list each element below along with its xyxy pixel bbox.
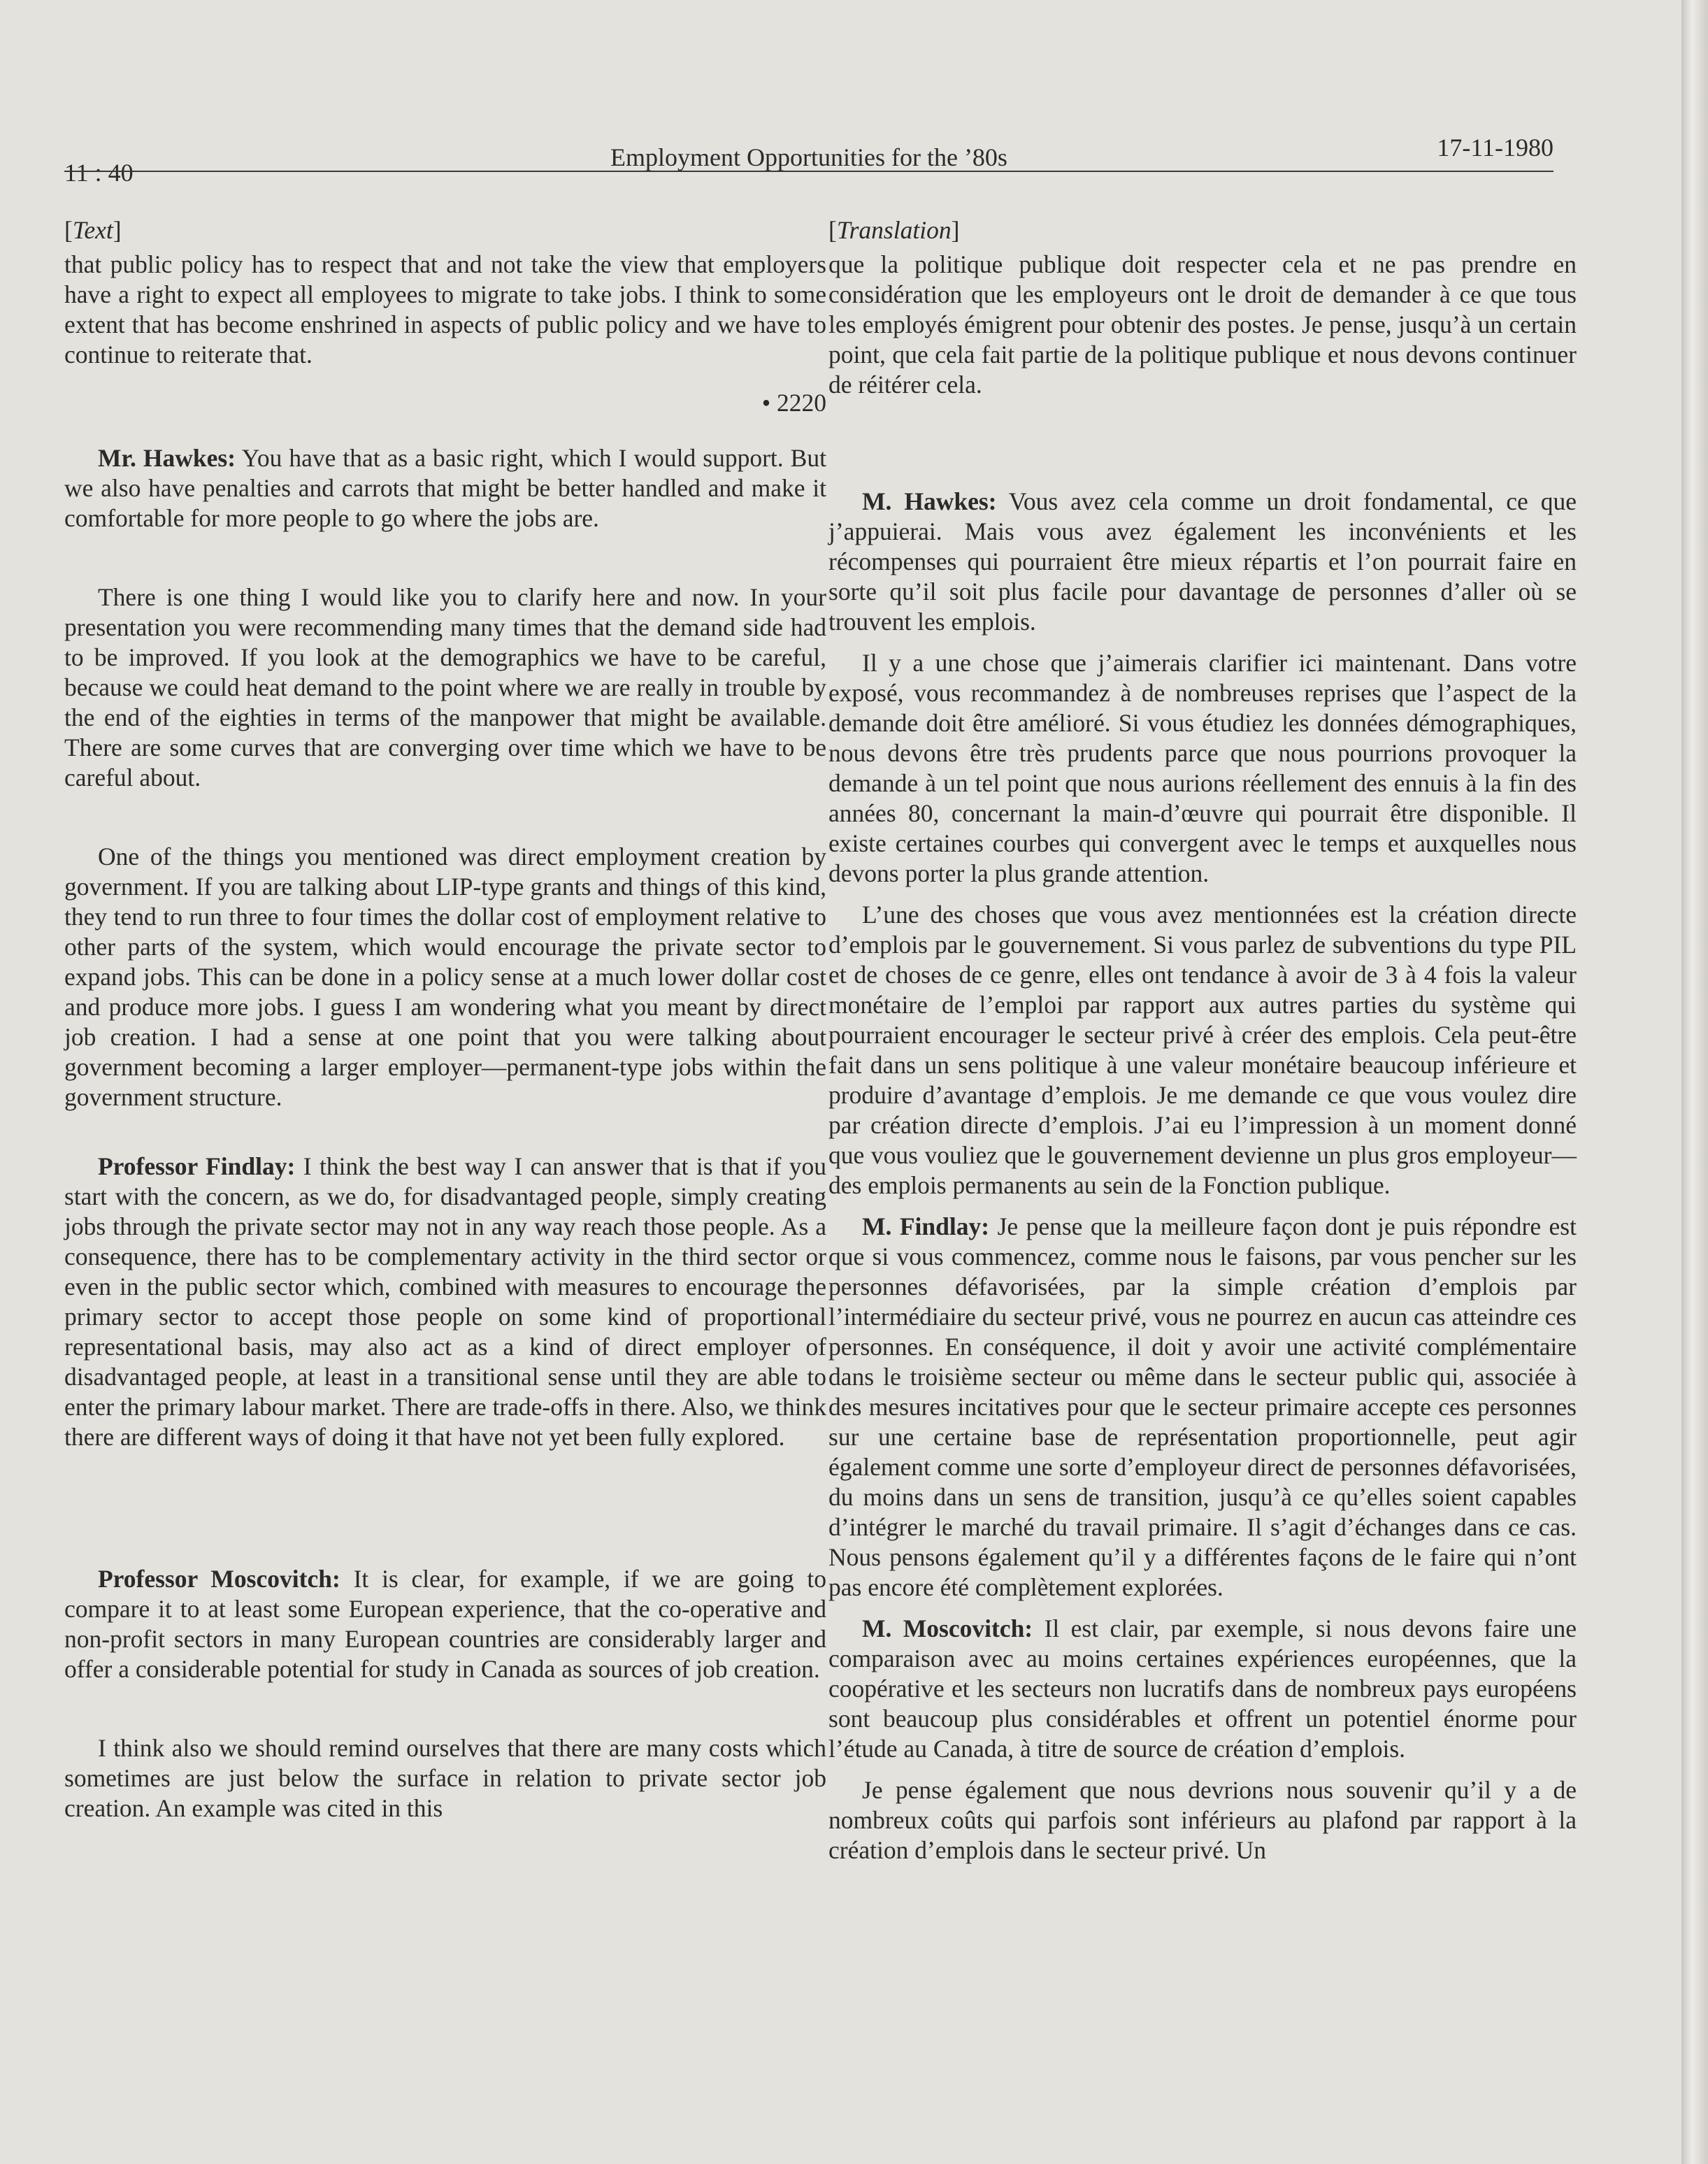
header-date: 17-11-1980	[1437, 134, 1553, 162]
paragraph	[828, 1212, 1577, 1603]
english-column	[64, 215, 826, 1823]
speech-text: Vous avez cela comme un droit fondamental, ce que j’appuierai. Mais vous avez également les inconvénients et les récompenses qui pourraient être mieux répartis et l’on pourrait faire en sorte qu’il soit plus facile pour davantage de personnes d’aller où se trouvent les emplois.	[828, 487, 1577, 636]
speaker-name: Mr. Hawkes:	[98, 444, 236, 472]
speaker-name: M. Moscovitch:	[862, 1614, 1033, 1642]
french-column	[828, 215, 1577, 1865]
column-label-text: Translation	[836, 216, 952, 244]
paragraph	[828, 1614, 1577, 1764]
speech-text: Je pense que la meilleure façon dont je puis répondre est que si vous commencez, comme nous le faisons, par vous pencher sur les personnes défavorisées, par la simple création d’emplois par l’intermédiaire du secteur privé, vous ne pourrez en aucun cas atteindre ces personnes. En conséquence, il doit y avoir une activité complémentaire dans le troisième secteur ou même dans le secteur public qui, associée à des mesures incitatives pour que le secteur primaire accepte ces personnes sur une certaine base de représentation proportionnelle, peut agir également comme une sorte d’employeur direct de personnes défavorisées, du moins dans un sens de transition, jusqu’à ce qu’elles soient capables d’intégrer le marché du travail primaire. Il s’agit d’échanges dans ce cas. Nous pensons également qu’il y a différentes façons de le faire qui n’ont pas encore été complètement explorées.	[828, 1212, 1577, 1601]
page-folio: 11 : 40	[64, 159, 134, 187]
paragraph: There is one thing I would like you to clarify here and now. In your presentation you were recommending many times that the demand side had to be improved. If you look at the demographics we have to be careful, because we could heat demand to the point where we are really in trouble by the end of the eighties in terms of the manpower that might be available. There are some curves that are converging over time which we have to be careful about.	[64, 583, 826, 791]
running-head	[64, 133, 1553, 187]
speaker-name: Professor Moscovitch:	[98, 1565, 340, 1593]
column-label: [Translation]	[828, 216, 960, 244]
paragraph	[64, 1152, 826, 1452]
speaker-name: M. Findlay:	[862, 1212, 990, 1240]
paragraph	[64, 1564, 826, 1684]
paragraph: L’une des choses que vous avez mentionnées est la création directe d’emplois par le gouvernement. Si vous parlez de subventions du type PIL et de choses de ce genre, elles ont tendance à avoir de 3 à 4 fois la valeur monétaire de l’emploi par rapport aux autres parties du système qui pourraient encourager le secteur privé à créer des emplois. Cela peut-être fait dans un sens politique à une valeur monétaire beaucoup inférieure et produire d’avantage d’emplois. Je me demande ce que vous voulez dire par création directe d’emplois. J’ai eu l’impression à un moment donné que vous vouliez que le gouvernement devienne un plus gros employeur—des emplois permanents au sein de la Fonction publique.	[828, 901, 1577, 1199]
paragraph: that public policy has to respect that and not take the view that employers have a right to expect all employees to migrate to take jobs. I think to some extent that has become enshrined in aspects of public policy and we have to continue to reiterate that.	[64, 250, 826, 368]
speech-text: It is clear, for example, if we are going to compare it to at least some European experience, that the co-operative and non-profit sectors in many European countries are considerably larger and offer a considerable potential for study in Canada as sources of job creation.	[64, 1565, 826, 1683]
running-title: Employment Opportunities for the ’80s	[610, 143, 1007, 171]
paragraph	[64, 443, 826, 533]
column-label-text: Text	[72, 216, 113, 244]
paragraph: que la politique publique doit respecter cela et ne pas prendre en considération que les employeurs ont le droit de demander à ce que tous les employés émigrent pour obtenir des postes. Je pense, jusqu’à un certain point, que cela fait partie de la politique publique et nous devons continuer de réitérer cela.	[828, 250, 1577, 399]
speech-text: You have that as a basic right, which I would support. But we also have penalties and carrots that might be better handled and make it comfortable for more people to go where the jobs are.	[64, 444, 826, 532]
time-marker: • 2220	[761, 389, 826, 417]
speaker-name: M. Hawkes:	[862, 487, 997, 515]
paragraph: Je pense également que nous devrions nous souvenir qu’il y a de nombreux coûts qui parfois sont inférieurs au plafond par rapport à la création d’emplois dans le secteur privé. Un	[828, 1776, 1577, 1864]
page-edge	[1681, 0, 1708, 2164]
paragraph: I think also we should remind ourselves that there are many costs which sometimes are just below the surface in relation to private sector job creation. An example was cited in this	[64, 1734, 826, 1822]
speech-text: Il est clair, par exemple, si nous devons faire une comparaison avec au moins certaines expériences européennes, que la coopérative et les secteurs non lucratifs dans de nombreux pays européens sont beaucoup plus considérables et offrent un potentiel énorme pour l’étude au Canada, à titre de source de création d’emplois.	[828, 1614, 1577, 1763]
paragraph	[828, 487, 1577, 637]
speech-text: I think the best way I can answer that is that if you start with the concern, as we do, for disadvantaged people, simply creating jobs through the private sector may not in any way reach those people. As a consequence, there has to be complementary activity in the third sector or even in the public sector which, combined with measures to encourage the primary sector to accept those people on some kind of proportional representational basis, may also act as a kind of direct employer of disadvantaged people, at least in a transitional sense until they are able to enter the primary labour market. There are trade-offs in there. Also, we think there are different ways of doing it that have not yet been fully explored.	[64, 1152, 827, 1451]
speaker-name: Professor Findlay:	[98, 1152, 296, 1180]
header-rule	[64, 171, 1553, 172]
paragraph: Il y a une chose que j’aimerais clarifier ici maintenant. Dans votre exposé, vous recommandez à de nombreuses reprises que l’aspect de la demande doit être amélioré. Si vous étudiez les données démographiques, nous devons être très prudents parce que nous pourrions provoquer la demande à un tel point que nous aurions réellement des ennuis à la fin des années 80, concernant la main-d’œuvre qui pourrait être disponible. Il existe certaines courbes qui convergent avec le temps et auxquelles nous devons porter la plus grande attention.	[828, 649, 1577, 887]
paragraph: One of the things you mentioned was direct employment creation by government. If you are talking about LIP-type grants and things of this kind, they tend to run three to four times the dollar cost of employment relative to other parts of the system, which would encourage the private sector to expand jobs. This can be done in a policy sense at a much lower dollar cost and produce more jobs. I guess I am wondering what you meant by direct job creation. I had a sense at one point that you were talking about government becoming a larger employer—permanent-type jobs within the government structure.	[64, 843, 826, 1111]
column-label: [Text]	[64, 216, 122, 244]
